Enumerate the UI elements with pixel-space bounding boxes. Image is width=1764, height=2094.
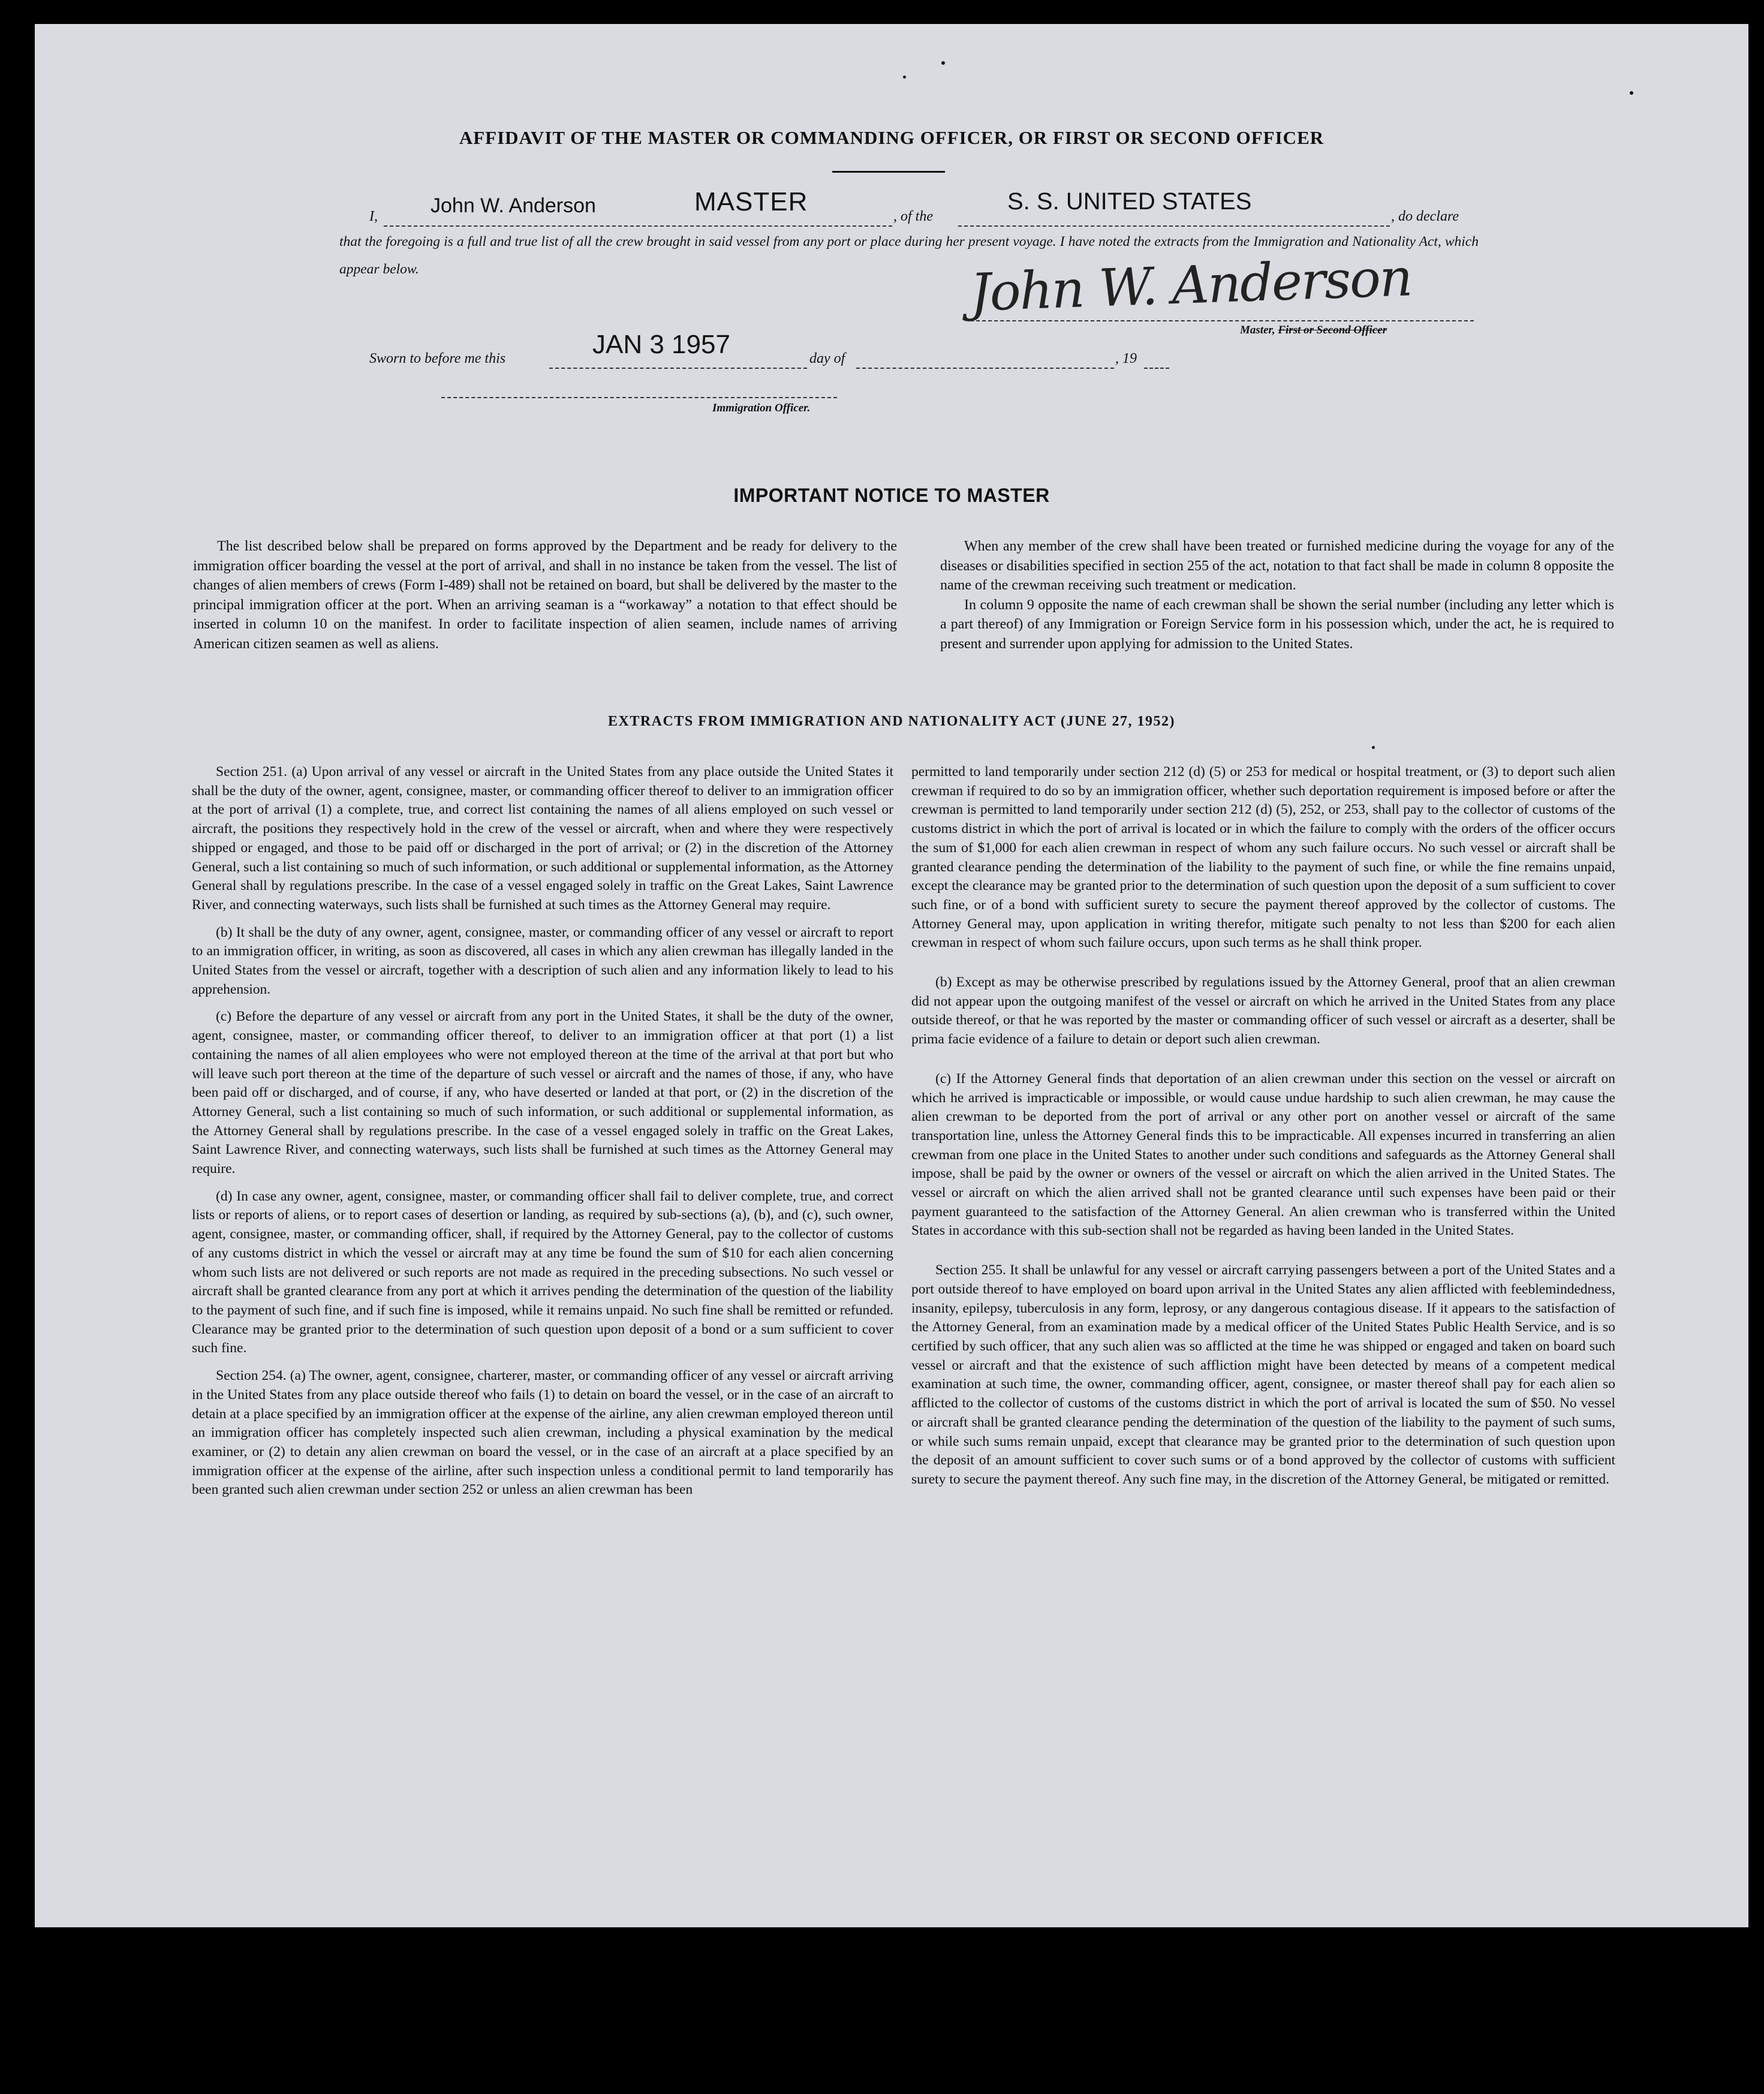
- scan-speck: [1630, 91, 1633, 95]
- master-rank: MASTER: [694, 187, 808, 216]
- scan-speck: [903, 76, 906, 79]
- section-254-c: (c) If the Attorney General finds that deportation of an alien crewman under this section on the vessel or aircraft on which he arrived is impracticable or impossible, or would cause undue hardship to such alien crewman, he may cause the alien crewman to be deported from the port of arrival or any other port on another vessel or aircraft of the same transportation line, unless the Attorney General finds this to be impracticable. All expenses incurred in transferring an alien crewman from one place in the United States to another under such conditions and safeguards as the Attorney General shall impose, shall be paid by the owner or owners of the vessel or aircraft on which the alien arrived in the United States. The vessel or aircraft on which the alien arrived shall not be granted clearance until such expenses have been paid or their payment guaranteed to the satisfaction of the Attorney General. An alien crewman who is transferred within the United States in accordance with this sub-section shall not be regarded as having been landed in the United States.: [911, 1070, 1615, 1239]
- section-254-a: Section 254. (a) The owner, agent, consignee, charterer, master, or commanding officer of any vessel or aircraft arriving in the United States from any place outside thereof who fails (1) to detain on board the vessel, or in the case of an aircraft to detain at a place specified by an immigration officer at the expense of the airline, any alien crewman employed thereon until an immigration officer has completely inspected such alien crewman, including a physical examination by the medical examiner, or (2) to detain any alien crewman on board the vessel, or in the case of an aircraft at a place specified by an immigration officer at the expense of the airline, after such inspection unless a conditional permit to land temporarily has been granted such alien crewman under section 252 or unless an alien crewman has been: [192, 1368, 893, 1498]
- declaration-text: that the foregoing is a full and true list of all the crew brought in said vessel from any port or place during her present voyage. I have noted the extracts from the Immigration and Nationality Act, which appear below.: [339, 234, 1479, 277]
- year-line: [1144, 368, 1169, 369]
- signature-caption: [1240, 324, 1387, 337]
- scan-speck: [941, 61, 945, 65]
- year-label: , 19: [1115, 351, 1137, 366]
- day-of-label: day of: [809, 351, 845, 366]
- sworn-label: Sworn to before me this: [369, 351, 506, 366]
- notice-left-paragraph: The list described below shall be prepared on forms approved by the Department and be ready for delivery to the immigration officer boarding the vessel at the port of arrival, and shall in no instance be taken from the vessel. The list of changes of alien members of crews (Form I-489) shall not be retained on board, but shall be delivered by the master to the principal immigration officer at the port. When an arriving seaman is a “workaway” a notation to that effect should be inserted in column 10 on the manifest. In order to facilitate inspection of alien seamen, include names of arriving American citizen seamen as well as aliens.: [193, 538, 897, 652]
- month-line: [856, 368, 1114, 369]
- vessel-name: S. S. UNITED STATES: [1007, 188, 1252, 215]
- notice-serial-paragraph: In column 9 opposite the name of each crewman shall be shown the serial number (including any letter which is a part thereof) of any Immigration or Foreign Service form in his possession which, under the act, he is required to present and surrender upon applying for admission to the United States.: [940, 597, 1614, 652]
- master-signature: John W. Anderson: [969, 248, 1413, 323]
- notice-left-column: [193, 537, 897, 654]
- section-254-b: (b) Except as may be otherwise prescribed by regulations issued by the Attorney General, proof that an alien crewman did not appear upon the outgoing manifest of the vessel or aircraft on which he arrived in the United States from any place outside thereof, or that he was reported by the master or commanding officer of such vessel or aircraft as a deserter, shall be prima facie evidence of a failure to detain or deport such alien crewman.: [911, 974, 1615, 1048]
- do-declare-label: , do declare: [1391, 209, 1459, 224]
- sworn-date-stamp: JAN 3 1957: [592, 330, 730, 359]
- extracts-left-column: [192, 763, 893, 1500]
- extracts-title: EXTRACTS FROM IMMIGRATION AND NATIONALITY ACT (JUNE 27, 1952): [608, 714, 1175, 729]
- caption-struck-officer: First or Second Officer: [1278, 324, 1387, 336]
- sworn-date-line: [549, 368, 807, 369]
- of-the-label: , of the: [893, 209, 933, 224]
- immigration-officer-line: [441, 397, 837, 398]
- immigration-officer-label: Immigration Officer.: [712, 402, 811, 414]
- document-page: [35, 24, 1748, 1927]
- notice-title: IMPORTANT NOTICE TO MASTER: [733, 485, 1050, 506]
- title-rule: [832, 171, 945, 173]
- section-251-c: (c) Before the departure of any vessel or aircraft from any port in the United States, it shall be the duty of the owner, agent, consignee, master, or commanding officer thereof, to deliver to an immigration officer at that port (1) a list containing the names of all alien employees who were not employed thereon at the time of the arrival at that port but who will leave such port thereon at the time of the departure of such vessel or aircraft and the names of those, if any, who have been paid off or discharged, and of course, if any, who have deserted or landed at that port, or (2) in the discretion of the Attorney General, such a list containing so much of such information, or such additional or supplemental information, as the Attorney General shall by regulations prescribe. In the case of a vessel engaged solely in traffic on the Great Lakes, Saint Lawrence River, and connecting waterways, such lists shall be furnished at such times as the Attorney General may require.: [192, 1009, 893, 1177]
- master-name: John W. Anderson: [431, 194, 596, 217]
- section-251-a: Section 251. (a) Upon arrival of any vessel or aircraft in the United States from any place outside the United States it shall be the duty of the owner, agent, consignee, master, or commanding officer thereof to deliver to an immigration officer at the port of arrival (1) a complete, true, and correct list containing the names of all aliens employed on such vessel or aircraft, the positions they respectively hold in the crew of the vessel or aircraft, when and where they were respectively shipped or engaged, and those to be paid off or discharged in the port of arrival; or (2) in the discretion of the Attorney General, such a list containing so much of such information, or such additional or supplemental information, as the Attorney General shall by regulations prescribe. In the case of a vessel engaged solely in traffic on the Great Lakes, Saint Lawrence River, and connecting waterways, such lists shall be furnished at such times as the Attorney General may require.: [192, 764, 893, 913]
- scan-speck: [1372, 746, 1375, 749]
- extracts-right-column: [911, 763, 1615, 1490]
- section-254-a-continued: permitted to land temporarily under section 212 (d) (5) or 253 for medical or hospital treatment, or (3) to deport such alien crewman if required to do so by an immigration officer, whether such deportation requirement is imposed before or after the crewman is permitted to land temporarily under section 212 (d) (5), 252, or 253, shall pay to the collector of customs of the customs district in which the port of arrival is located or in which the failure to comply with the orders of the officer occurs the sum of $1,000 for each alien crewman in respect of whom any such failure occurs. No such vessel or aircraft shall be granted clearance pending the determination of the liability to the payment of such fine, or while the fine remains unpaid, except the clearance may be granted prior to the determination of such question upon the deposit of a sum sufficient to cover such fine, or of a bond with sufficient surety to secure the payment thereof approved by the collector of customs. The Attorney General may, upon application in writing therefor, mitigate such penalty to not less than $200 for each alien crewman in respect of whom such failure occurs, upon such terms as he shall think proper.: [911, 764, 1615, 951]
- section-255: Section 255. It shall be unlawful for any vessel or aircraft carrying passengers between a port of the United States and a port outside thereof to have employed on board upon arrival in the United States any alien afflicted with feeblemindedness, insanity, epilepsy, tuberculosis in any form, leprosy, or any dangerous contagious disease. If it appears to the satisfaction of the Attorney General, from an examination made by a medical officer of the United States Public Health Service, and is so certified by such officer, that any such alien was so afflicted at the time he was shipped or engaged and taken on board such vessel or aircraft and that the existence of such affliction might have been detected by means of a competent medical examination at such time, the owner, commanding officer, agent, consignee, or master thereof shall pay for each alien so afflicted to the collector of customs of the customs district in which the port of arrival is located the sum of $50. No vessel or aircraft shall be granted clearance pending the determination of the question of the liability to the payment of such sums, or while such sums remain unpaid, except that clearance may be granted prior to the determination of such question upon the deposit of an amount sufficient to cover such sums or of a bond approved by the collector of customs with sufficient surety to secure the payment thereof. Any such fine may, in the discretion of the Attorney General, be mitigated or remitted.: [911, 1262, 1615, 1487]
- vessel-line: [958, 225, 1390, 227]
- signature-line: [970, 320, 1474, 321]
- caption-master: Master,: [1240, 324, 1275, 336]
- affidavit-title: AFFIDAVIT OF THE MASTER OR COMMANDING OFFICER, OR FIRST OR SECOND OFFICER: [459, 127, 1324, 148]
- notice-medication-paragraph: When any member of the crew shall have been treated or furnished medicine during the voyage for any of the diseases or disabilities specified in section 255 of the act, notation to that fact shall be made in column 8 opposite the name of the crewman receiving such treatment or medication.: [940, 538, 1614, 593]
- name-rank-line: [384, 225, 892, 227]
- i-label: I,: [369, 209, 378, 224]
- notice-right-column: [940, 537, 1614, 654]
- section-251-d: (d) In case any owner, agent, consignee, master, or commanding officer shall fail to deliver complete, true, and correct lists or reports of aliens, or to report cases of desertion or landing, as required by sub-sections (a), (b), and (c), such owner, agent, consignee, master, or commanding officer, shall, if required by the Attorney General, pay to the collector of customs of any customs district in which the vessel or aircraft may at any time be found the sum of $10 for each alien concerning whom such lists are not delivered or such reports are not made as required in the preceding subsections. No such vessel or aircraft shall be granted clearance from any port at which it arrives pending the determination of the question of the liability to the payment of such fine, and if such fine is imposed, while it remains unpaid. No such fine shall be remitted or refunded. Clearance may be granted prior to the determination of such question upon deposit of a bond or a sum sufficient to cover such fine.: [192, 1188, 893, 1356]
- section-251-b: (b) It shall be the duty of any owner, agent, consignee, master, or commanding officer of any vessel or aircraft to report to an immigration officer, in writing, as soon as discovered, all cases in which any alien crewman has illegally landed in the United States from the vessel or aircraft, together with a description of such alien and any information likely to lead to his apprehension.: [192, 924, 893, 997]
